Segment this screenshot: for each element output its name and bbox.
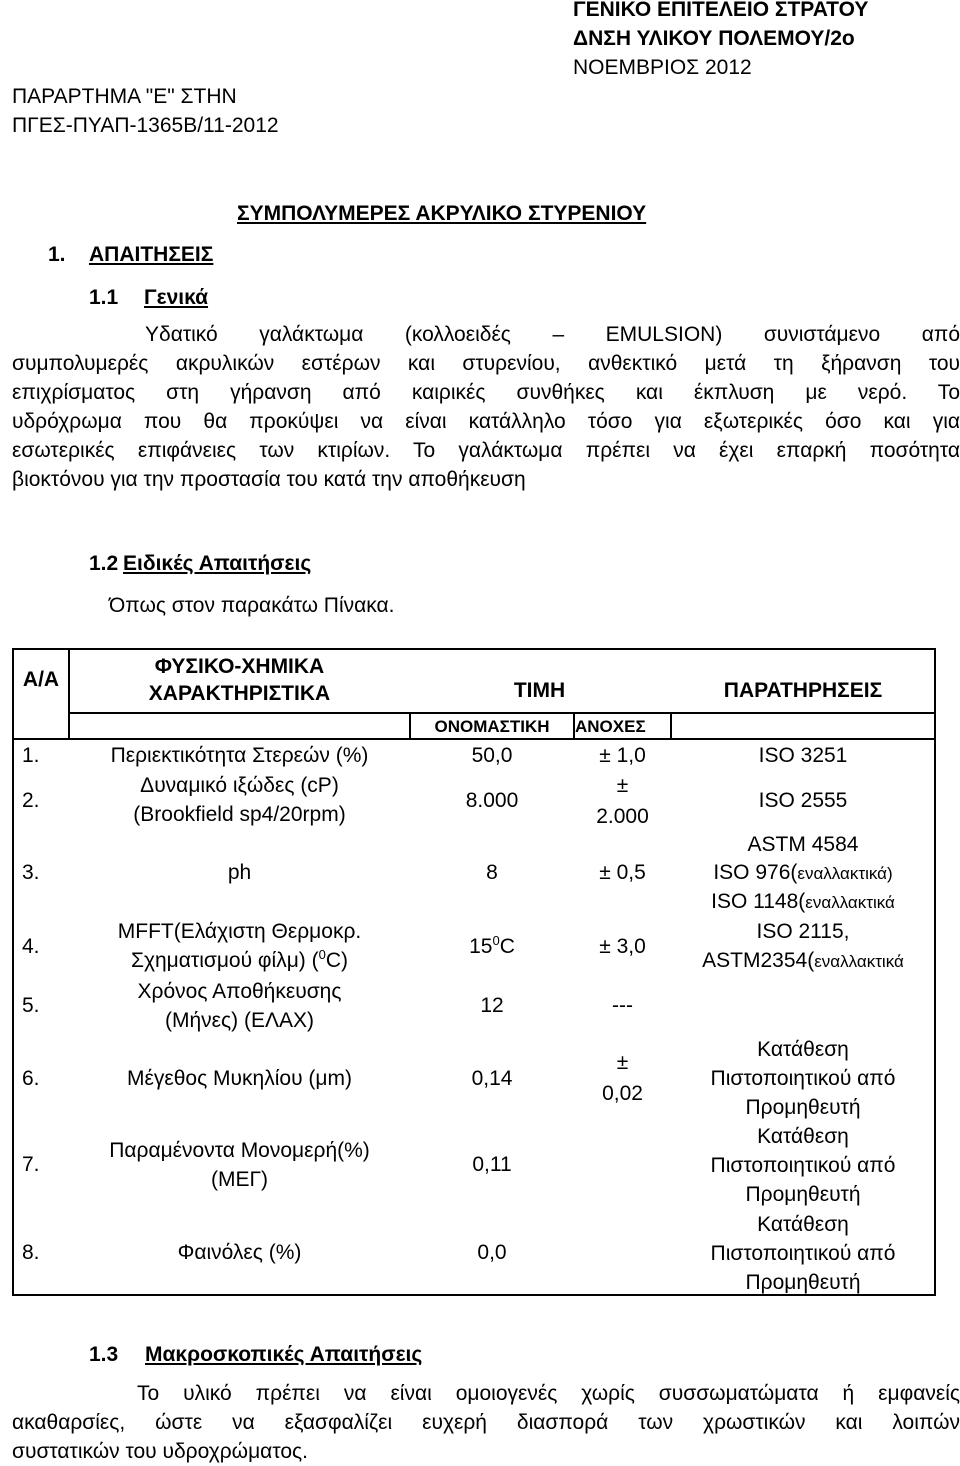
general-paragraph-line: συμπολυμερές ακρυλικών εστέρων και στυρενίου, ανθεκτικό μετά τη ξήρανση του [12,352,960,375]
row-tolerance: ± 1,0 [599,744,646,767]
row-number: 8. [22,1241,40,1264]
general-paragraph-line: υδρόχρωμα που θα προκύψει να είναι κατάλληλο τόσο για εξωτερικές όσο και για [12,410,960,433]
row-nominal: 8.000 [465,789,519,812]
row-characteristic: Χρόνος Αποθήκευσης [137,980,342,1003]
row-characteristic: Περιεκτικότητα Στερεών (%) [110,744,369,767]
row-tolerance: ± [616,774,629,797]
section-1-1-title: Γενικά [144,286,209,309]
row-characteristic: (Μήνες) (ΕΛΑΧ) [164,1009,314,1032]
row-number: 4. [22,935,40,958]
row-number: 6. [22,1067,40,1090]
row-remarks: ISO 2555 [758,789,848,812]
row-remarks: Προμηθευτή [745,1183,861,1206]
row-characteristic: Μέγεθος Μυκηλίου (μm) [127,1067,352,1090]
row-number: 5. [22,994,40,1017]
row-remarks: ISO 3251 [758,744,848,767]
document-date: ΝΟΕΜΒΡΙΟΣ 2012 [573,56,752,79]
row-remarks: Προμηθευτή [745,1096,861,1119]
row-characteristic: (ΜΕΓ) [210,1168,269,1191]
annex-line-2: ΠΓΕΣ-ΠΥΑΠ-1365Β/11-2012 [12,114,279,137]
row-tolerance: ± 3,0 [599,935,646,958]
org-line-2: ΔΝΣΗ ΥΛΙΚΟΥ ΠΟΛΕΜΟΥ/2ο [573,27,855,50]
row-nominal: 8 [486,861,498,884]
annex-line-1: ΠΑΡΑΡΤΗΜΑ "Ε" ΣΤΗΝ [12,85,237,108]
row-remarks: ISO 1148(εναλλακτικά [711,890,895,913]
document-title: ΣΥΜΠΟΛΥΜΕΡΕΣ ΑΚΡΥΛΙΚΟ ΣΤΥΡΕΝΙΟΥ [237,202,647,225]
header-characteristics-line-2: ΧΑΡΑΚΤΗΡΙΣΤΙΚΑ [148,682,331,705]
row-characteristic: MFFT(Ελάχιστη Θερμοκρ. [117,920,362,943]
row-remarks: ISO 2115, [756,920,850,943]
row-remarks: Κατάθεση [757,1038,849,1061]
table-border [670,712,672,739]
row-remarks: Πιστοποιητικού από [710,1242,896,1265]
row-remarks: Κατάθεση [757,1213,849,1236]
row-tolerance: 2.000 [596,805,649,828]
row-tolerance: 0,02 [602,1082,643,1105]
row-characteristic: Φαινόλες (%) [177,1241,302,1264]
section-1-2-title: Ειδικές Απαιτήσεις [123,552,312,575]
table-border [934,648,936,1296]
row-number: 1. [22,744,40,767]
row-tolerance: ± 0,5 [599,861,646,884]
row-remarks: ISO 976(εναλλακτικά) [713,861,893,884]
table-border [12,648,936,650]
row-nominal: 12 [480,994,504,1017]
row-characteristic: (Brookfield sp4/20rpm) [133,803,346,826]
row-nominal: $15^0C$ [469,933,515,958]
row-number: 2. [22,789,40,812]
header-tolerance: ΑΝΟΧΕΣ [575,717,646,736]
row-tolerance: --- [612,994,633,1017]
general-paragraph-line: βιοκτόνου για την προστασία του κατά την αποθήκευση [12,468,526,491]
general-paragraph-line: επιχρίσματος στη γήρανση από καιρικές συνθήκες και έκπλυση με νερό. Το [12,381,960,404]
row-remarks: Πιστοποιητικού από [710,1067,896,1090]
header-nominal: ΟΝΟΜΑΣΤΙΚΗ [434,717,550,736]
row-characteristic: Σχηματισμού φίλμ) ($^0$C) [130,947,349,972]
header-remarks: ΠΑΡΑΤΗΡΗΣΕΙΣ [723,679,883,702]
section-1-title: ΑΠΑΙΤΗΣΕΙΣ [89,243,214,266]
header-aa: Α/Α [22,668,60,691]
section-1-1-number: 1.1 [89,286,119,309]
section-1-number: 1. [48,243,66,266]
section-1-3-title: Μακροσκοπικές Απαιτήσεις [145,1343,423,1366]
row-number: 7. [22,1153,40,1176]
header-value: ΤΙΜΗ [513,679,566,702]
row-characteristic: Δυναμικό ιξώδες (cP) [140,774,339,797]
general-paragraph-line: εσωτερικές επιφάνειες των κτιρίων. Το γαλάκτωμα πρέπει να έχει επαρκή ποσότητα [12,439,960,462]
table-border [12,648,14,1296]
row-remarks: Προμηθευτή [745,1271,861,1294]
row-number: 3. [22,861,40,884]
macroscopic-paragraph-line: Το υλικό πρέπει να είναι ομοιογενές χωρίς συσσωματώματα ή εμφανείς [137,1382,960,1405]
macroscopic-paragraph-line: ακαθαρσίες, ώστε να εξασφαλίζει ευχερή διασπορά των χρωστικών και λοιπών [12,1411,960,1434]
row-remarks: ASTM2354(εναλλακτικά [702,949,904,972]
row-nominal: 0,11 [472,1153,512,1176]
row-remarks: Κατάθεση [757,1125,849,1148]
row-nominal: 0,0 [477,1241,507,1264]
section-1-2-subtitle: Όπως στον παρακάτω Πίνακα. [109,594,395,617]
org-line-1: ΓΕΝΙΚΟ ΕΠΙΤΕΛΕΙΟ ΣΤΡΑΤΟΥ [573,0,869,21]
row-nominal: 50,0 [471,744,513,767]
header-characteristics-line-1: ΦΥΣΙΚΟ-ΧΗΜΙΚΑ [154,655,325,678]
section-1-2-number: 1.2 [89,552,119,575]
row-remarks: ASTM 4584 [747,833,859,856]
row-tolerance: ± [616,1051,629,1074]
general-paragraph-line: Υδατικό γαλάκτωμα (κολλοειδές – EMULSION) συνιστάμενο από [145,323,960,346]
row-characteristic: Παραμένοντα Μονομερή(%) [109,1139,370,1162]
macroscopic-paragraph-line: συστατικών του υδροχρώματος. [12,1440,308,1463]
row-nominal: 0,14 [471,1067,513,1090]
row-remarks: Πιστοποιητικού από [710,1154,896,1177]
row-characteristic: ph [227,861,252,884]
section-1-3-number: 1.3 [89,1343,119,1366]
